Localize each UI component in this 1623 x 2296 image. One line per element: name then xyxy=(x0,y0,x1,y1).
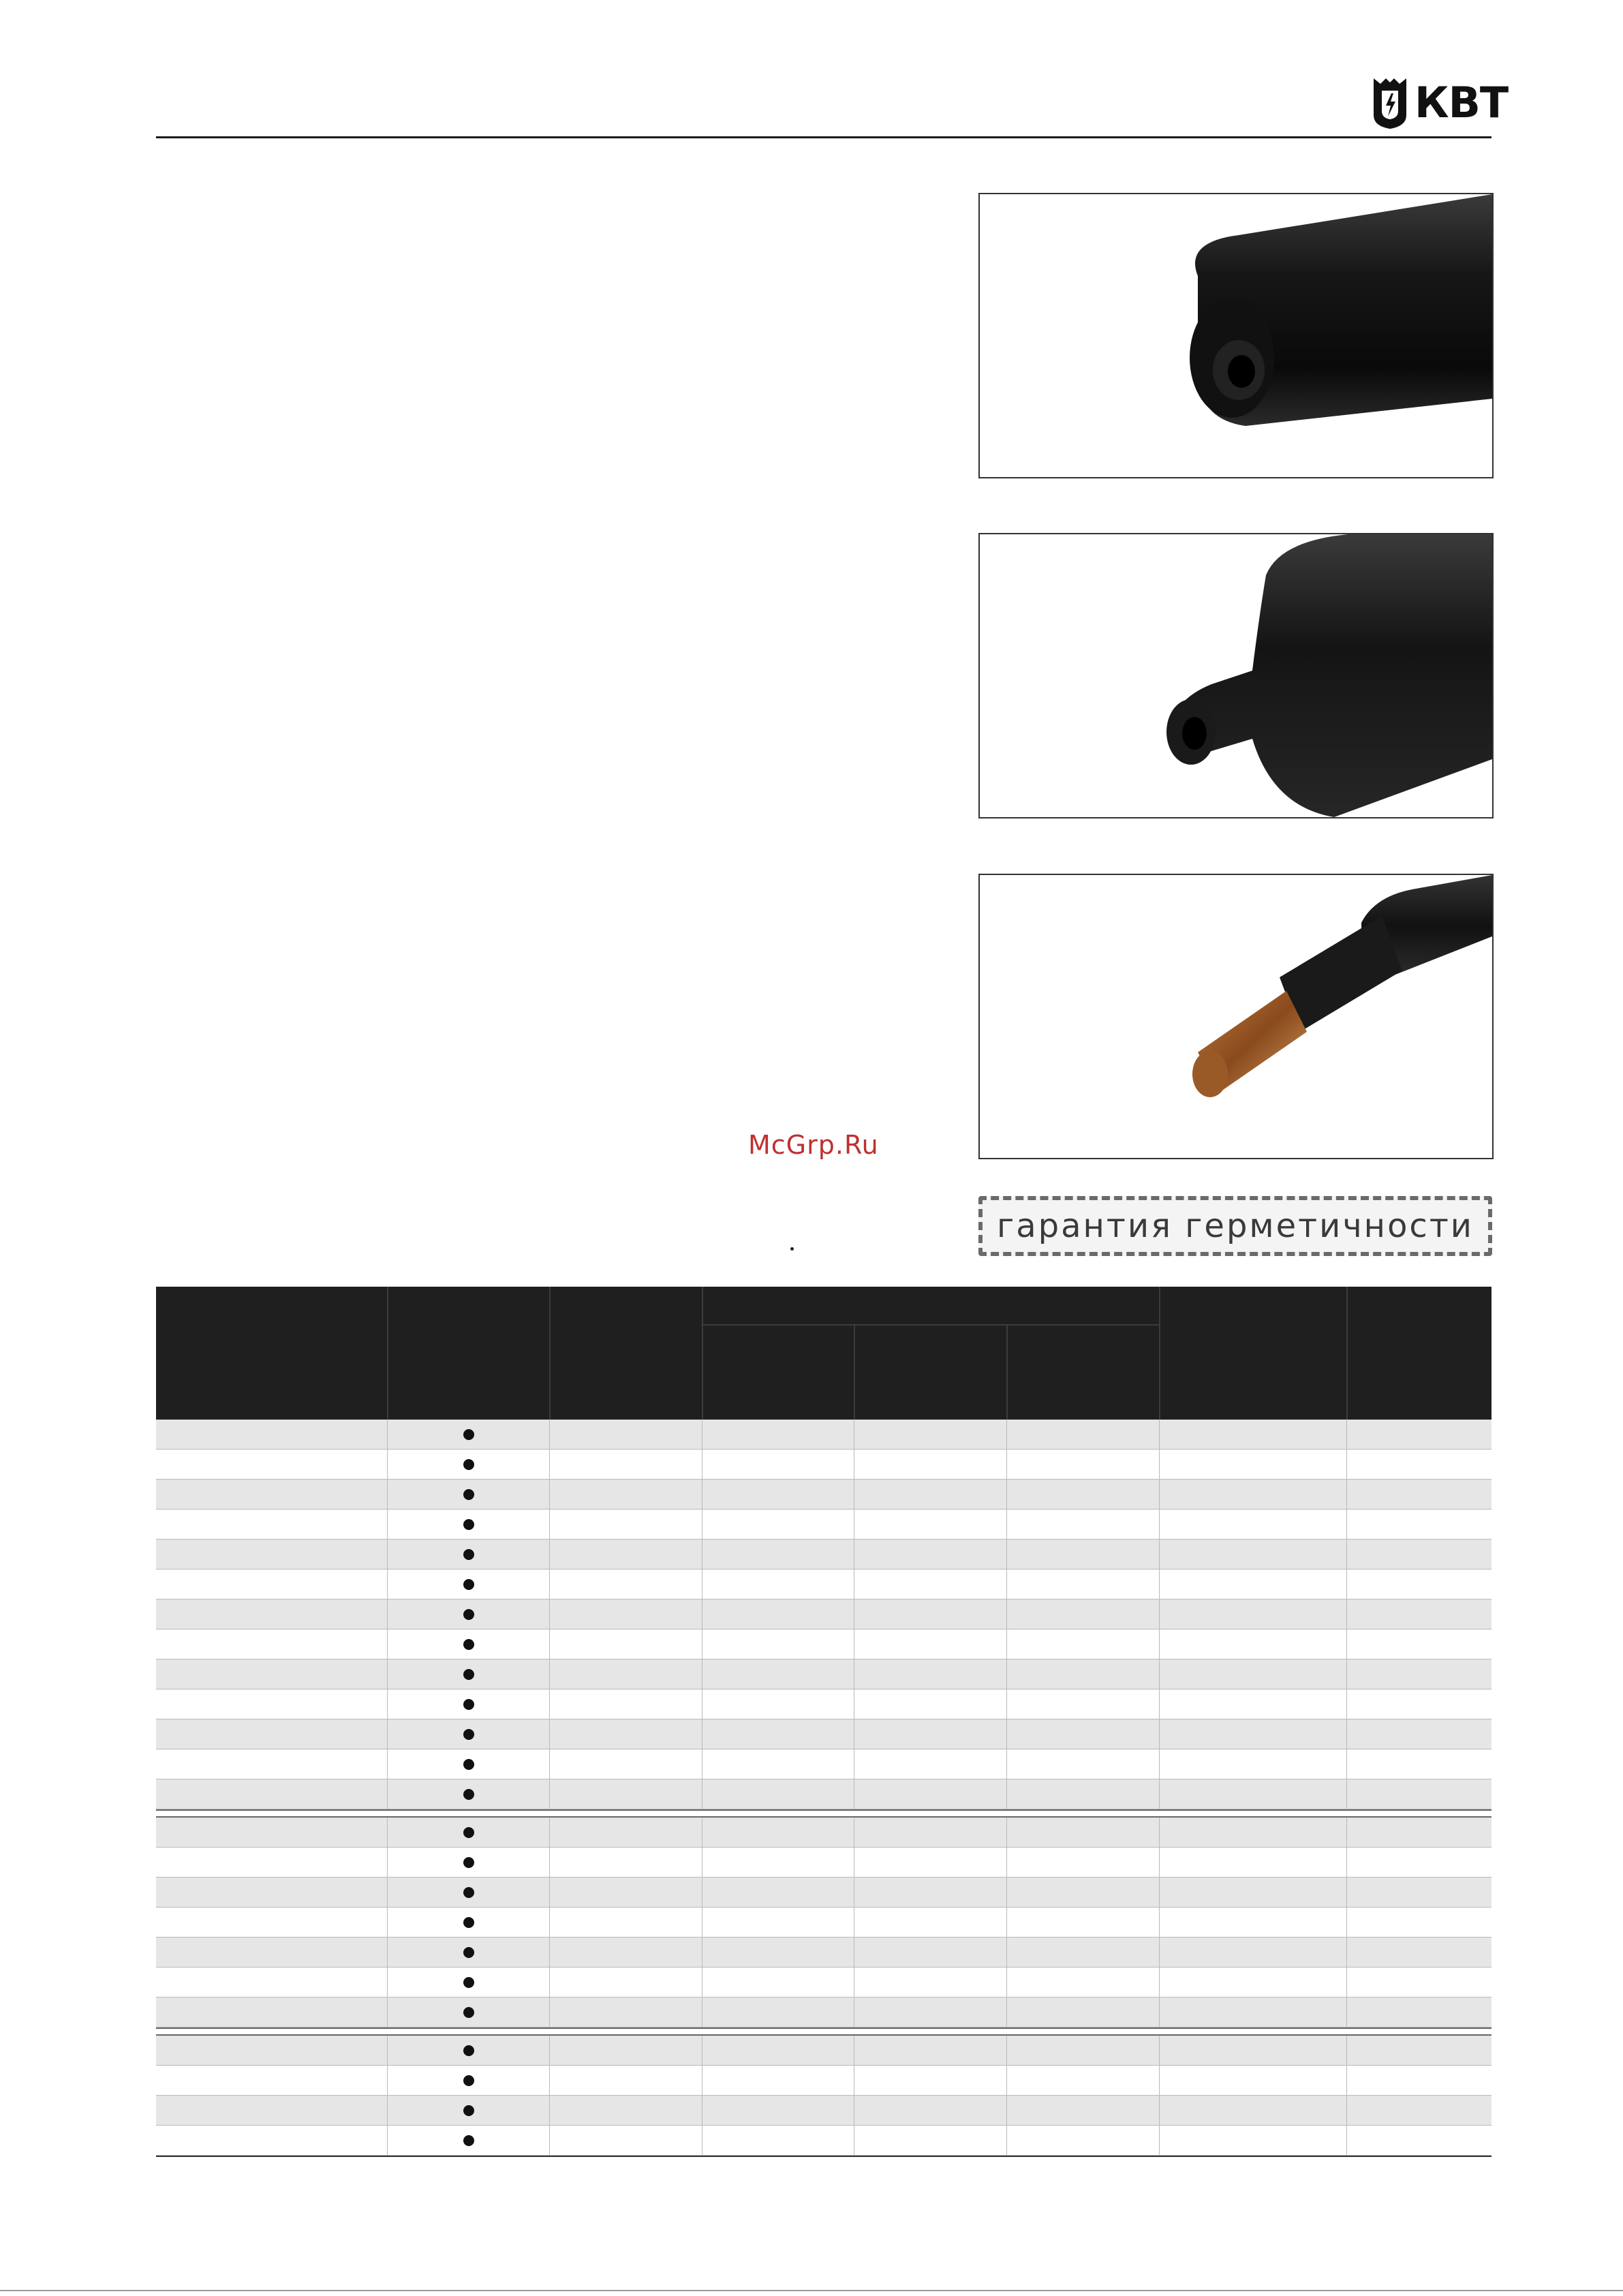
table-header xyxy=(156,1287,1491,1420)
footer-rule xyxy=(0,2290,1623,2291)
brand-logo xyxy=(1371,74,1508,132)
bullet-marker-icon xyxy=(463,1789,474,1800)
table-row xyxy=(156,1848,1491,1878)
table-row xyxy=(156,1480,1491,1510)
group-separator xyxy=(156,1809,1491,1818)
table-row xyxy=(156,1997,1491,2027)
table-row xyxy=(156,1938,1491,1968)
bullet-marker-icon xyxy=(463,1609,474,1620)
product-table xyxy=(156,1287,1491,2157)
product-photo-1 xyxy=(978,193,1494,478)
bullet-marker-icon xyxy=(463,1549,474,1560)
table-row xyxy=(156,1540,1491,1570)
bullet-marker-icon xyxy=(463,1489,474,1500)
table-row xyxy=(156,1719,1491,1749)
table-row xyxy=(156,2096,1491,2126)
table-row xyxy=(156,2036,1491,2066)
table-row xyxy=(156,1689,1491,1719)
bullet-marker-icon xyxy=(463,1639,474,1650)
table-row xyxy=(156,2066,1491,2096)
table-row xyxy=(156,1968,1491,1997)
table-row xyxy=(156,1450,1491,1480)
table-row xyxy=(156,1420,1491,1450)
table-body xyxy=(156,1420,1491,2156)
group-separator xyxy=(156,2027,1491,2036)
table-row xyxy=(156,1599,1491,1629)
table-bottom-rule xyxy=(156,2156,1491,2157)
brand-name: КВТ xyxy=(1415,78,1509,127)
bullet-marker-icon xyxy=(463,1759,474,1770)
bullet-marker-icon xyxy=(463,1827,474,1838)
table-row xyxy=(156,1659,1491,1689)
bullet-marker-icon xyxy=(463,2075,474,2086)
bullet-marker-icon xyxy=(463,1699,474,1710)
bullet-marker-icon xyxy=(463,2105,474,2116)
bullet-marker-icon xyxy=(463,1887,474,1898)
stamp-text: гарантия герметичности xyxy=(997,1207,1474,1245)
kvt-shield-icon xyxy=(1371,76,1409,130)
table-row xyxy=(156,1818,1491,1848)
bullet-marker-icon xyxy=(463,2045,474,2056)
bullet-marker-icon xyxy=(463,1519,474,1530)
bullet-marker-icon xyxy=(463,1947,474,1958)
header-divider xyxy=(156,136,1491,138)
table-row xyxy=(156,1629,1491,1659)
table-row xyxy=(156,1908,1491,1938)
bullet-marker-icon xyxy=(463,1459,474,1470)
bullet-marker-icon xyxy=(463,1579,474,1590)
bullet-marker-icon xyxy=(463,1917,474,1928)
table-row xyxy=(156,1749,1491,1779)
table-row xyxy=(156,1570,1491,1599)
tube-on-cable-photo xyxy=(980,875,1492,1158)
bullet-marker-icon xyxy=(463,1857,474,1868)
product-photo-3 xyxy=(978,874,1494,1159)
black-tube-photo xyxy=(980,194,1492,477)
watermark-text: McGrp.Ru xyxy=(748,1130,879,1160)
bullet-marker-icon xyxy=(463,1729,474,1740)
bullet-marker-icon xyxy=(463,1429,474,1440)
bullet-marker-icon xyxy=(463,2007,474,2018)
bullet-marker-icon xyxy=(463,2135,474,2146)
table-row xyxy=(156,2126,1491,2156)
bullet-marker-icon xyxy=(463,1669,474,1680)
table-row xyxy=(156,1878,1491,1908)
text-dot xyxy=(790,1247,794,1251)
product-photo-2 xyxy=(978,533,1494,818)
black-tube-shrunk-photo xyxy=(980,534,1492,817)
guarantee-stamp xyxy=(978,1196,1492,1256)
bullet-marker-icon xyxy=(463,1977,474,1988)
table-row xyxy=(156,1779,1491,1809)
table-row xyxy=(156,1510,1491,1540)
